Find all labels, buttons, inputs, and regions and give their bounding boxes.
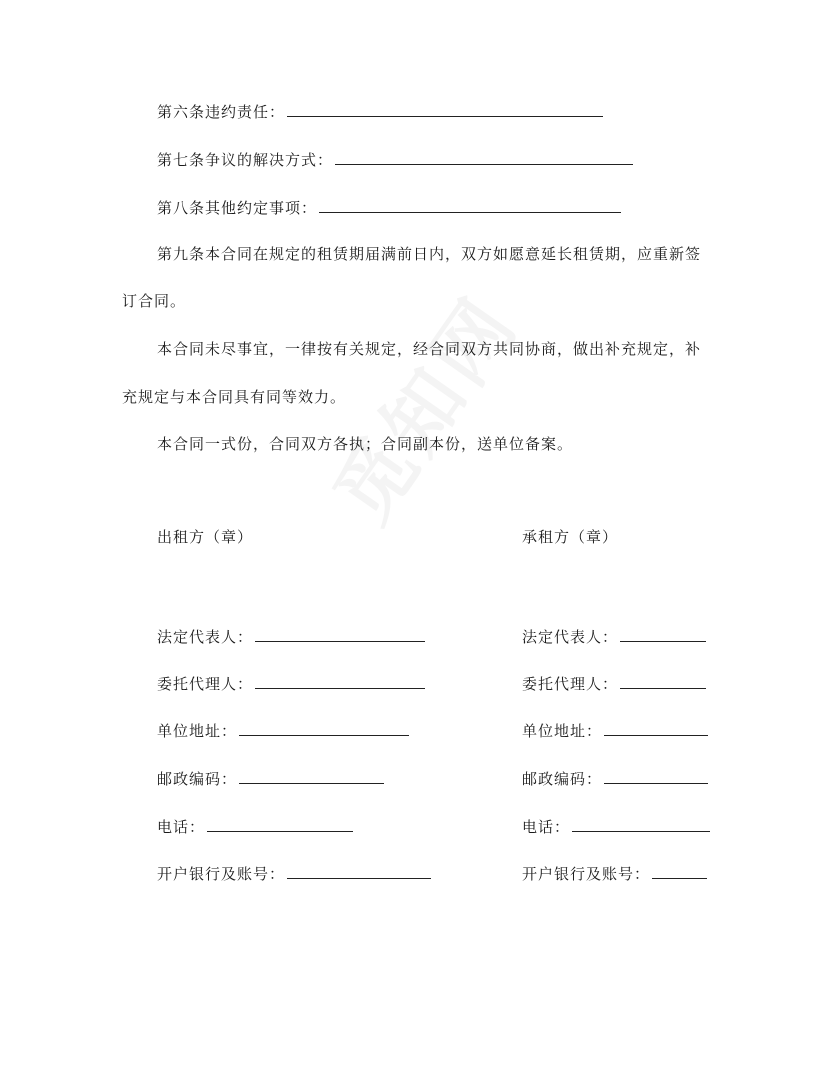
lessee-phone-blank[interactable]	[572, 815, 710, 832]
lessor-phone-label: 电话：	[157, 818, 206, 836]
lessee-phone-label: 电话：	[522, 818, 571, 836]
lessee-agent-row	[522, 672, 706, 694]
lessee-postcode-row	[522, 767, 708, 789]
lessee-bank-label: 开户银行及账号：	[522, 865, 651, 883]
lessor-phone-blank[interactable]	[207, 815, 353, 832]
lessor-address-blank[interactable]	[239, 719, 409, 736]
lessor-bank-blank[interactable]	[287, 862, 431, 879]
lessee-postcode-blank[interactable]	[604, 767, 708, 784]
clause-9-line2: 订合同。	[122, 292, 187, 310]
lessee-address-row	[522, 719, 708, 741]
supplement-line1: 本合同未尽事宜，一律按有关规定，经合同双方共同协商，做出补充规定，补	[157, 340, 702, 358]
lessor-rep-row	[157, 625, 425, 647]
supplement-line2: 充规定与本合同具有同等效力。	[122, 388, 347, 406]
lessor-bank-label: 开户银行及账号：	[157, 865, 286, 883]
lessor-postcode-row	[157, 767, 384, 789]
clause-6-label: 第六条违约责任：	[157, 103, 286, 121]
lessor-agent-blank[interactable]	[255, 672, 425, 689]
lessor-rep-label: 法定代表人：	[157, 628, 254, 646]
lessee-address-label: 单位地址：	[522, 722, 603, 740]
lessee-title: 承租方（章）	[522, 528, 619, 546]
lessor-phone-row	[157, 815, 353, 837]
lessee-rep-label: 法定代表人：	[522, 628, 619, 646]
clause-9-line1: 第九条本合同在规定的租赁期届满前日内，双方如愿意延长租赁期，应重新签	[157, 245, 702, 263]
lessee-phone-row	[522, 815, 710, 837]
lessor-bank-row	[157, 862, 431, 884]
clause-7-label: 第七条争议的解决方式：	[157, 151, 334, 169]
lessee-rep-row	[522, 625, 706, 647]
lessor-agent-row	[157, 672, 425, 694]
lessor-postcode-blank[interactable]	[239, 767, 384, 784]
lessee-bank-row	[522, 862, 707, 884]
clause-6	[157, 100, 603, 122]
clause-6-blank[interactable]	[287, 100, 603, 117]
clause-8	[157, 196, 621, 218]
lessee-agent-blank[interactable]	[620, 672, 706, 689]
lessor-agent-label: 委托代理人：	[157, 675, 254, 693]
clause-7	[157, 148, 633, 170]
lessee-address-blank[interactable]	[604, 719, 708, 736]
clause-7-blank[interactable]	[335, 148, 633, 165]
lessee-rep-blank[interactable]	[620, 625, 706, 642]
lessee-agent-label: 委托代理人：	[522, 675, 619, 693]
lessor-postcode-label: 邮政编码：	[157, 770, 238, 788]
copies-clause: 本合同一式份，合同双方各执；合同副本份，送单位备案。	[157, 435, 574, 453]
lessor-title: 出租方（章）	[157, 528, 254, 546]
watermark-logo	[303, 231, 567, 541]
lessee-bank-blank[interactable]	[652, 862, 707, 879]
lessor-address-row	[157, 719, 409, 741]
lessee-postcode-label: 邮政编码：	[522, 770, 603, 788]
lessor-rep-blank[interactable]	[255, 625, 425, 642]
clause-8-blank[interactable]	[319, 196, 621, 213]
clause-8-label: 第八条其他约定事项：	[157, 199, 318, 217]
lessor-address-label: 单位地址：	[157, 722, 238, 740]
